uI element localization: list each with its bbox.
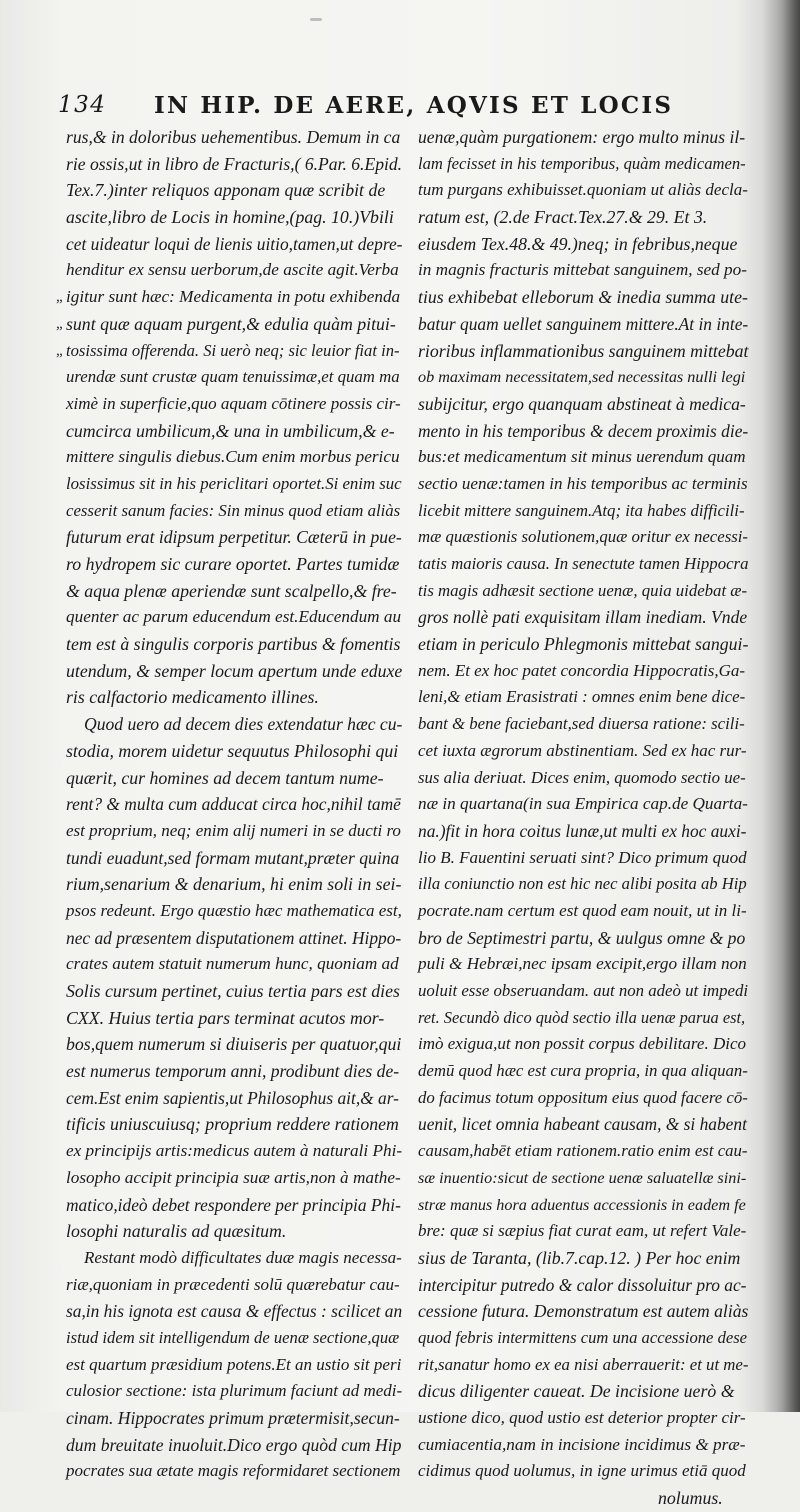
text-line: sius de Taranta, (lib.7.cap.12. ) Per hoc enim (418, 1247, 741, 1268)
text-line: cessione futura. Demonstratum est autem aliàs (418, 1301, 749, 1322)
text-line: uenit, licet omnia habeant causam, & si habent (418, 1114, 747, 1135)
text-line: urendæ sunt crustæ quam tenuissimæ,et quam ma (66, 367, 400, 387)
text-line: ratum est, (2.de Fract.Tex.27.& 29. Et 3. (418, 207, 708, 228)
text-line: pocrate.nam certum est quod eam nouit, ut in li- (418, 900, 747, 920)
text-line: mittere singulis diebus.Cum enim morbus pericu (66, 447, 400, 467)
text-line: Solis cursum pertinet, cuius tertia pars est dies (66, 981, 400, 1001)
text-line: eiusdem Tex.48.& 49.)neq; in febribus,neque (418, 233, 738, 254)
text-line: Restant modò difficultates duæ magis necessa- (84, 1247, 402, 1267)
text-line: bro de Septimestri partu, & uulgus omne & po (418, 927, 746, 948)
text-line: ex principijs artis:medicus autem à naturali Phi- (66, 1141, 403, 1161)
text-line: intercipitur putredo & calor dissoluitur pro ac- (418, 1274, 747, 1295)
text-line: nem. Et ex hoc patet concordia Hippocratis,Ga- (418, 660, 746, 680)
text-line: quod febris intermittens cum una accessione dese (418, 1327, 748, 1347)
text-line: cumiacentia,nam in incisione incidimus & præ- (418, 1434, 746, 1454)
text-line: bant & bene faciebant,sed diuersa ratione: scili- (418, 714, 745, 734)
text-line: riæ,quoniam in præcedenti solū quærebatur cau- (66, 1274, 400, 1294)
text-line: ximè in superficie,quo aquam cōtinere possis cir- (66, 393, 401, 413)
text-line: nec ad præsentem disputationem attinet. Hippo- (66, 927, 402, 948)
text-line: na.)fit in hora coitus lunæ,ut multi ex hoc auxi- (418, 820, 747, 841)
text-line: CXX. Huius tertia pars terminat acutos mor- (66, 1007, 385, 1028)
text-line: puli & Hebræi,nec ipsam excipit,ergo illam non (418, 954, 747, 974)
text-line: psos redeunt. Ergo quæstio hæc mathematica est, (66, 900, 402, 920)
text-line: Quod uero ad decem dies extendatur hæc cu- (84, 714, 403, 735)
text-line: uenæ,quàm purgationem: ergo multo minus il- (418, 127, 746, 147)
text-line: subijcitur, ergo quanquam abstineat à medica- (418, 393, 746, 414)
text-line: quenter ac parum educendum est.Educendum au (66, 607, 402, 627)
page-number: 134 (58, 92, 107, 118)
text-line: bos,quem numerum si diuiseris per quatuor,qui (66, 1034, 402, 1055)
text-line: sæ inuentio:sicut de sectione uenæ saluatellæ sini- (418, 1168, 747, 1187)
ink-smudge (310, 18, 322, 21)
text-line: est numerus temporum anni, prodibunt dies de- (66, 1061, 400, 1082)
text-line: rent? & multa cum adducat circa hoc,nihil tamē (66, 794, 401, 815)
text-line: rie ossis,ut in libro de Fracturis,( 6.Par. 6.Epid. (66, 153, 403, 174)
text-line: gros nollè pati exquisitam illam inediam. Vnde (418, 607, 748, 628)
text-line: & aqua plenæ aperiendæ sunt scalpello,& fre- (66, 580, 397, 601)
text-line: est quartum præsidium potens.Et an ustio sit peri (66, 1354, 402, 1374)
text-line: utendum, & semper locum apertum unde eduxe (66, 660, 403, 681)
text-line: tum purgans exhibuisset.quoniam ut aliàs decla- (418, 180, 748, 200)
text-line: bus:et medicamentum sit minus uerendum quam (418, 447, 746, 467)
text-line: sa,in his ignota est causa & effectus : scilicet an (66, 1301, 403, 1322)
text-line: do facimus totum oppositum eius quod facere cō- (418, 1087, 748, 1107)
text-line: cet uideatur loqui de lienis uitio,tamen,ut depre- (66, 233, 403, 254)
text-line: næ in quartana(in sua Empirica cap.de Quarta- (418, 794, 748, 814)
text-line: bre: quæ si sæpius fiat curat eam, ut refert Vale- (418, 1221, 747, 1241)
text-line: ob maximam necessitatem,sed necessitas nulli legi (418, 368, 746, 387)
text-line: etiam in periculo Phlegmonis mittebat sangui- (418, 634, 749, 655)
text-line: stodia, morem uidetur sequutus Philosophi qui (66, 740, 399, 761)
text-line: nolumus. (658, 1488, 723, 1509)
text-line: ascite,libro de Locis in homine,(pag. 10.)Vbili (66, 207, 394, 228)
text-line: demū quod hæc est cura propria, in qua aliquan- (418, 1061, 748, 1081)
text-line: rium,senarium & denarium, hi enim soli in sei- (66, 874, 402, 895)
text-line: rit,sanatur homo ex ea nisi aberrauerit: et ut me- (418, 1354, 749, 1374)
text-line: crates autem statuit numerum hunc, quoniam ad (66, 954, 399, 974)
text-line: dicus diligenter caueat. De incisione uerò & (418, 1381, 735, 1402)
text-line: losissimus sit in his periclitari oportet.Si enim suc (66, 473, 402, 493)
text-line: sus alia deriuat. Dices enim, quomodo sectio ue- (418, 767, 746, 787)
text-line: „ sunt quæ aquam purgent,& edulia quàm pitui- (66, 311, 402, 338)
running-title: IN HIP. DE AERE, AQVIS ET LOCIS (154, 92, 674, 119)
text-line: cet iuxta ægrorum abstinentiam. Sed ex hac rur- (418, 740, 747, 760)
text-line: cumcirca umbilicum,& una in umbilicum,& e- (66, 420, 395, 441)
text-line: ret. Secundò dico quòd sectio illa uenæ parua est, (418, 1007, 746, 1027)
text-line: sectio uenæ:tamen in his temporibus ac terminis (418, 473, 748, 493)
text-line: istud idem sit intelligendum de uenæ sectione,quæ (66, 1327, 400, 1347)
text-line: tem est à singulis corporis partibus & fomentis (66, 634, 401, 655)
text-line: losophi naturalis ad quæsitum. (66, 1221, 287, 1242)
text-line: pocrates sua ætate magis reformidaret sectionem (66, 1461, 401, 1481)
text-line: losopho accipit principia suæ artis,non à mathe- (66, 1167, 401, 1187)
text-line: „ igitur sunt hæc: Medicamenta in potu exhibenda (66, 284, 402, 311)
text-line: licebit mittere sanguinem.Atq; ita habes difficili- (418, 500, 745, 520)
text-line: causam,habēt etiam rationem.ratio enim est cau- (418, 1141, 748, 1161)
text-line: in magnis fracturis mittebat sanguinem, sed po- (418, 260, 747, 280)
text-line: tundi euadunt,sed formam mutant,præter quina (66, 847, 400, 868)
right-column (418, 124, 748, 1512)
text-line: stræ manus hora aduentus accessionis in eadem fe (418, 1195, 746, 1214)
running-header (58, 92, 678, 122)
text-line: illa coniunctio non est hic nec alibi posita ab Hip (418, 874, 747, 894)
text-line: lam fecisset in his temporibus, quàm medicamen- (418, 153, 746, 173)
binding-shadow (762, 0, 800, 1412)
text-line: „ tosissima offerenda. Si uerò neq; sic leuior fiat in- (66, 338, 402, 365)
text-line: ustione dico, quod ustio est deterior propter cir- (418, 1408, 746, 1427)
text-line: lio B. Fauentini seruati sint? Dico primum quod (418, 847, 747, 867)
left-column (66, 124, 402, 1485)
text-line: batur quam uellet sanguinem mittere.At in inte- (418, 313, 749, 334)
text-line: leni,& etiam Erasistrati : omnes enim bene dice- (418, 687, 746, 707)
text-line: culosior sectione: ista plurimum faciunt ad medi- (66, 1381, 403, 1401)
text-line: quærit, cur homines ad decem tantum nume- (66, 767, 384, 788)
text-line: est proprium, neq; enim alij numeri in se ducti ro (66, 820, 401, 840)
text-line: rus,& in doloribus uehementibus. Demum in ca (66, 127, 401, 147)
text-line: imò exigua,ut non possit corpus debilitare. Dico (418, 1034, 747, 1054)
text-line: rioribus inflammationibus sanguinem mittebat (418, 340, 749, 361)
text-line: cinam. Hippocrates primum prætermisit,secun- (66, 1408, 400, 1428)
text-line: mento in his temporibus & decem proximis die- (418, 420, 749, 441)
text-line: ro hydropem sic curare oportet. Partes tumidæ (66, 554, 400, 574)
text-line: Tex.7.)inter reliquos apponam quæ scribit de (66, 180, 386, 201)
text-line: dum breuitate inuoluit.Dico ergo quòd cum Hip (66, 1434, 402, 1455)
text-line: matico,ideò debet respondere per principia Phi- (66, 1194, 401, 1215)
text-line: futurum erat idipsum perpetitur. Cæterū in pue- (66, 527, 402, 548)
text-line: cesserit sanum facies: Sin minus quod etiam aliàs (66, 500, 401, 520)
text-line: uoluit esse obseruandam. aut non adeò ut impedi (418, 981, 749, 1000)
text-line: tis magis adhæsit sectione uenæ, quia uidebat æ- (418, 580, 748, 600)
text-line: tius exhibebat elleborum & inedia summa ute- (418, 287, 748, 308)
text-line: ris calfactorio medicamento illines. (66, 687, 319, 708)
text-line: mæ quæstionis solutionem,quæ oritur ex necessi- (418, 527, 749, 547)
text-line: cem.Est enim sapientis,ut Philosophus ait,& ar- (66, 1087, 399, 1108)
text-line: tatis maioris causa. In senectute tamen Hippocra (418, 554, 749, 573)
text-line: henditur ex sensu uerborum,de ascite agit.Verba (66, 260, 399, 280)
text-line: tificis uniuscuiusq; proprium reddere rationem (66, 1114, 399, 1135)
text-line: cidimus quod uolumus, in igne urimus etiā quod (418, 1461, 746, 1481)
